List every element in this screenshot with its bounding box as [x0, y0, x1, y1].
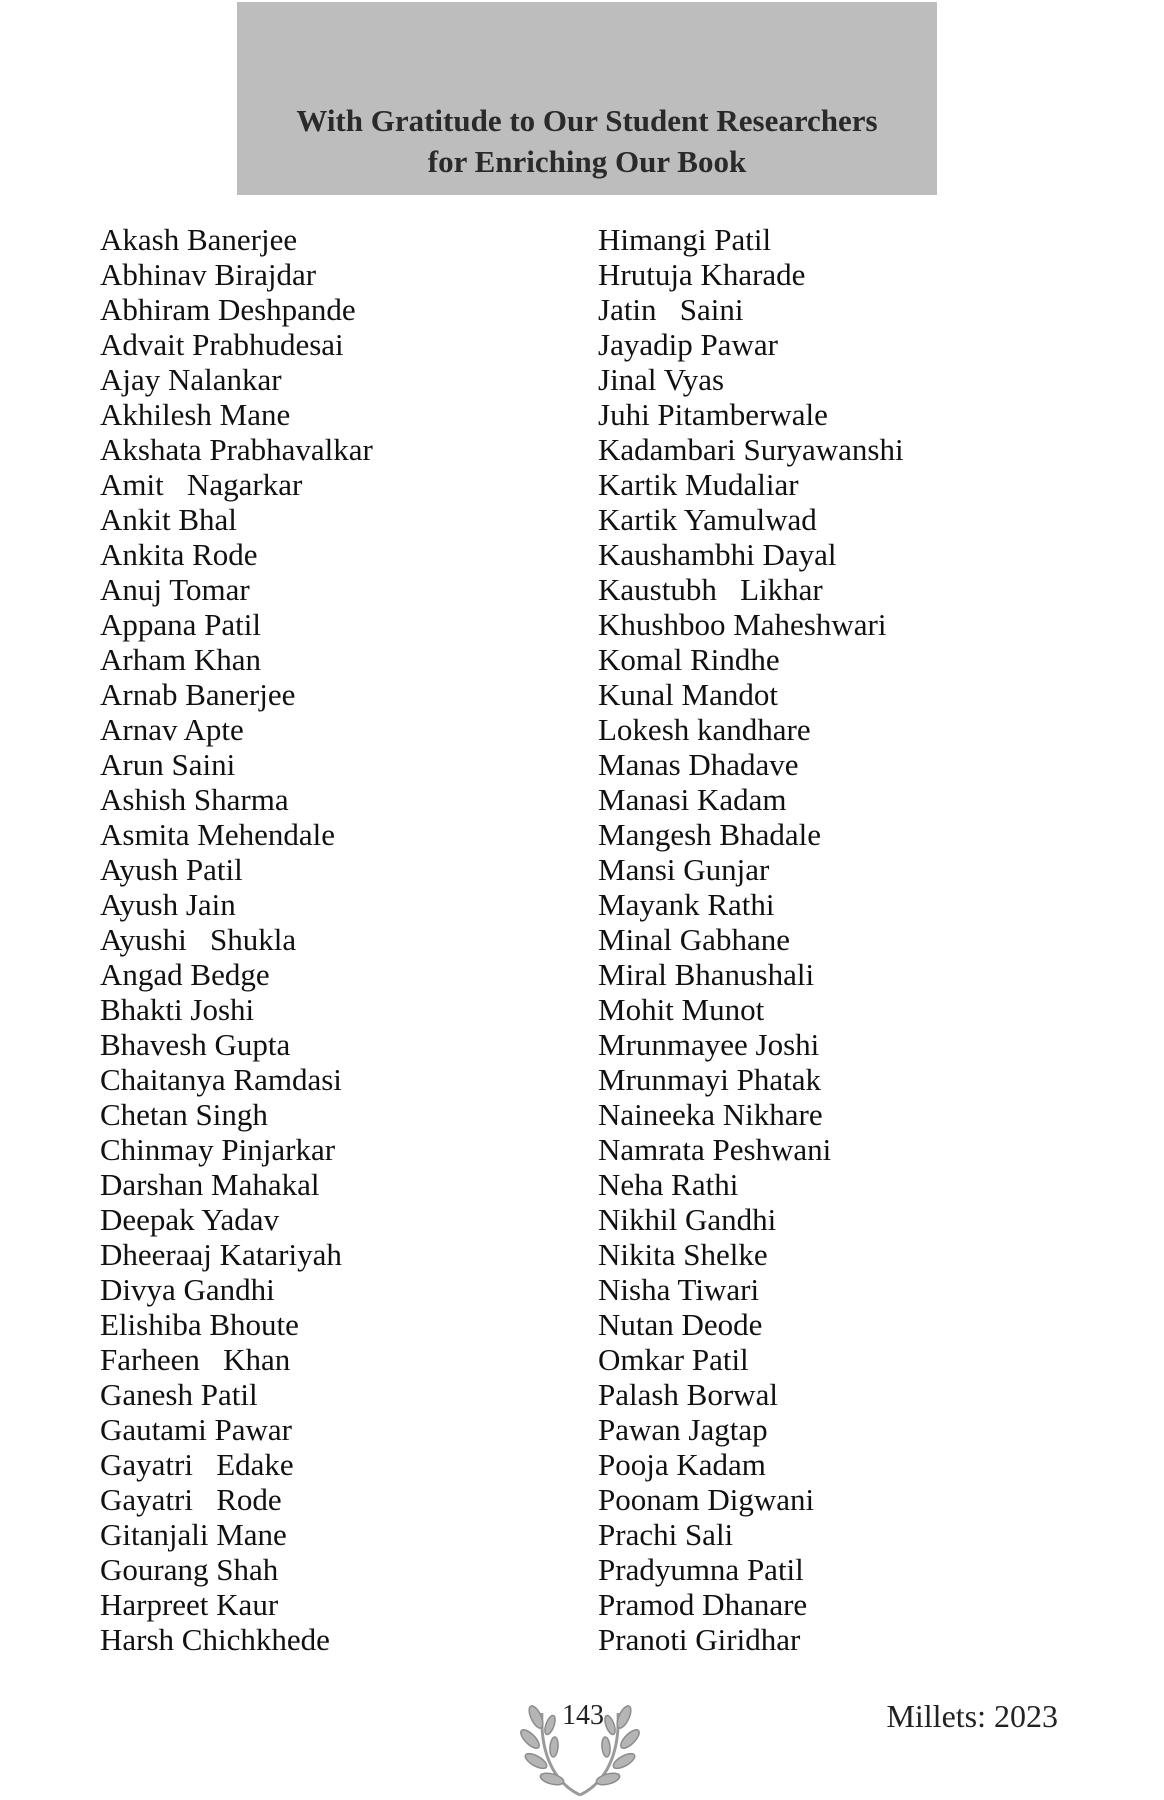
- name-item: Mansi Gunjar: [598, 852, 770, 887]
- name-item: Prachi Sali: [598, 1517, 734, 1552]
- name-item: Manas Dhadave: [598, 747, 799, 782]
- name-item: Chinmay Pinjarkar: [100, 1132, 336, 1167]
- name-item: Miral Bhanushali: [598, 957, 815, 992]
- name-item: Ayush Patil: [100, 852, 243, 887]
- name-item: Advait Prabhudesai: [100, 327, 344, 362]
- name-item: Amit Nagarkar: [100, 467, 303, 502]
- name-item: Khushboo Maheshwari: [598, 607, 887, 642]
- name-item: Namrata Peshwani: [598, 1132, 832, 1167]
- name-item: Ankit Bhal: [100, 502, 237, 537]
- name-item: Naineeka Nikhare: [598, 1097, 823, 1132]
- name-item: Pooja Kadam: [598, 1447, 766, 1482]
- name-item: Farheen Khan: [100, 1342, 291, 1377]
- name-item: Abhinav Birajdar: [100, 257, 317, 292]
- name-item: Gitanjali Mane: [100, 1517, 287, 1552]
- name-item: Chetan Singh: [100, 1097, 268, 1132]
- name-item: Bhakti Joshi: [100, 992, 255, 1027]
- name-item: Ayush Jain: [100, 887, 236, 922]
- name-item: Gourang Shah: [100, 1552, 279, 1587]
- name-item: Dheeraaj Katariyah: [100, 1237, 342, 1272]
- name-item: Mayank Rathi: [598, 887, 775, 922]
- name-item: Mrunmayee Joshi: [598, 1027, 820, 1062]
- name-item: Elishiba Bhoute: [100, 1307, 299, 1342]
- name-item: Nutan Deode: [598, 1307, 763, 1342]
- name-item: Jayadip Pawar: [598, 327, 778, 362]
- name-item: Abhiram Deshpande: [100, 292, 356, 327]
- page-title: [237, 100, 937, 182]
- name-item: Ankita Rode: [100, 537, 258, 572]
- name-item: Kartik Mudaliar: [598, 467, 799, 502]
- names-column-right: [598, 222, 904, 1657]
- name-item: Pradyumna Patil: [598, 1552, 804, 1587]
- name-item: Divya Gandhi: [100, 1272, 275, 1307]
- name-item: Arun Saini: [100, 747, 236, 782]
- title-line-2: for Enriching Our Book: [427, 144, 747, 179]
- name-item: Mangesh Bhadale: [598, 817, 821, 852]
- name-item: Jinal Vyas: [598, 362, 725, 397]
- name-item: Omkar Patil: [598, 1342, 749, 1377]
- name-item: Mrunmayi Phatak: [598, 1062, 821, 1097]
- title-line-1: With Gratitude to Our Student Researchers: [296, 103, 878, 138]
- name-item: Ashish Sharma: [100, 782, 289, 817]
- name-item: Akshata Prabhavalkar: [100, 432, 373, 467]
- header-box: [237, 2, 937, 195]
- name-item: Himangi Patil: [598, 222, 772, 257]
- name-item: Lokesh kandhare: [598, 712, 811, 747]
- name-item: Mohit Munot: [598, 992, 765, 1027]
- name-item: Neha Rathi: [598, 1167, 739, 1202]
- name-item: Kaustubh Likhar: [598, 572, 823, 607]
- name-item: Kaushambhi Dayal: [598, 537, 837, 572]
- name-item: Nikita Shelke: [598, 1237, 768, 1272]
- name-item: Nikhil Gandhi: [598, 1202, 777, 1237]
- name-item: Bhavesh Gupta: [100, 1027, 291, 1062]
- names-column-left: [100, 222, 373, 1657]
- name-item: Deepak Yadav: [100, 1202, 280, 1237]
- name-item: Akash Banerjee: [100, 222, 298, 257]
- name-item: Ganesh Patil: [100, 1377, 258, 1412]
- name-item: Gautami Pawar: [100, 1412, 292, 1447]
- name-item: Asmita Mehendale: [100, 817, 336, 852]
- name-item: Nisha Tiwari: [598, 1272, 760, 1307]
- name-item: Juhi Pitamberwale: [598, 397, 828, 432]
- name-item: Hrutuja Kharade: [598, 257, 806, 292]
- name-item: Arnav Apte: [100, 712, 244, 747]
- name-item: Darshan Mahakal: [100, 1167, 320, 1202]
- name-item: Gayatri Rode: [100, 1482, 282, 1517]
- name-item: Kadambari Suryawanshi: [598, 432, 904, 467]
- page-number: 143: [562, 1700, 604, 1731]
- name-item: Arham Khan: [100, 642, 261, 677]
- name-item: Pramod Dhanare: [598, 1587, 808, 1622]
- name-item: Poonam Digwani: [598, 1482, 815, 1517]
- name-item: Minal Gabhane: [598, 922, 790, 957]
- name-item: Gayatri Edake: [100, 1447, 294, 1482]
- name-item: Appana Patil: [100, 607, 261, 642]
- name-item: Anuj Tomar: [100, 572, 250, 607]
- name-item: Chaitanya Ramdasi: [100, 1062, 342, 1097]
- name-item: Angad Bedge: [100, 957, 270, 992]
- name-item: Akhilesh Mane: [100, 397, 291, 432]
- name-item: Kunal Mandot: [598, 677, 778, 712]
- name-item: Kartik Yamulwad: [598, 502, 817, 537]
- book-title: Millets: 2023: [886, 1698, 1058, 1734]
- name-item: Palash Borwal: [598, 1377, 778, 1412]
- name-item: Jatin Saini: [598, 292, 744, 327]
- name-item: Pawan Jagtap: [598, 1412, 768, 1447]
- name-item: Harsh Chichkhede: [100, 1622, 330, 1657]
- name-item: Ajay Nalankar: [100, 362, 282, 397]
- name-item: Komal Rindhe: [598, 642, 780, 677]
- name-item: Harpreet Kaur: [100, 1587, 279, 1622]
- name-item: Manasi Kadam: [598, 782, 787, 817]
- name-item: Pranoti Giridhar: [598, 1622, 801, 1657]
- name-item: Ayushi Shukla: [100, 922, 297, 957]
- name-item: Arnab Banerjee: [100, 677, 296, 712]
